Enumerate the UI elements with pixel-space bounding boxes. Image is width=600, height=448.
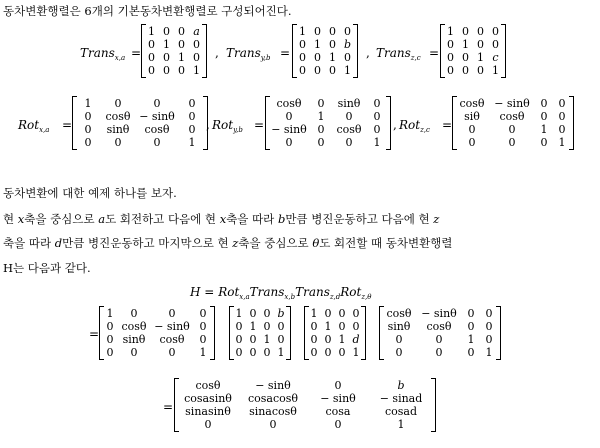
matrix-cell: 0 (310, 333, 318, 346)
matrix-cell: 0 (163, 64, 170, 77)
matrix-cell: 1 (249, 320, 257, 333)
matrix-cell: cosθ (105, 110, 131, 123)
matrix-cell: 0 (558, 97, 566, 110)
matrix-cell: 0 (106, 346, 114, 359)
example-heading: 동차변환에 대한 예제 하나를 보자. (3, 186, 177, 200)
matrix-cell: 1 (317, 110, 325, 123)
matrix-cell: 0 (193, 51, 200, 64)
matrix-cell: 1 (277, 346, 285, 359)
matrix-cell: 0 (338, 346, 346, 359)
equals-sign: = (429, 46, 440, 60)
h-rot-x-matrix (99, 306, 215, 360)
matrix-cell: 0 (467, 307, 475, 320)
matrix-cell: 0 (163, 51, 170, 64)
matrix-cell: 1 (352, 346, 360, 359)
matrix-cell: 0 (540, 97, 548, 110)
matrix-cell: d (352, 333, 360, 346)
rot-z-matrix (452, 96, 574, 150)
matrix-cell: 0 (477, 64, 484, 77)
matrix-cell: 0 (334, 379, 342, 392)
matrix-cell: 1 (338, 333, 346, 346)
matrix-cell: − sinθ (421, 307, 457, 320)
matrix-cell: 1 (485, 346, 493, 359)
matrix-cell: sinacosθ (249, 405, 297, 418)
paragraph-line-3: H는 다음과 같다. (3, 261, 91, 275)
matrix-cell: 0 (540, 136, 548, 149)
rot-z-label: Rot$_{z,c}$ (399, 118, 430, 134)
matrix-cell: 0 (492, 25, 499, 38)
matrix-cell: 1 (193, 64, 200, 77)
matrix-cell: 0 (299, 64, 306, 77)
matrix-cell: 0 (447, 38, 454, 51)
matrix-cell: 0 (447, 51, 454, 64)
matrix-cell: 1 (299, 25, 306, 38)
comma: , (366, 46, 370, 60)
matrix-cell: 0 (249, 333, 257, 346)
matrix-cell: 0 (204, 418, 212, 431)
matrix-cell: siθ (464, 110, 480, 123)
matrix-cell: 0 (314, 51, 321, 64)
matrix-cell: 1 (344, 64, 351, 77)
matrix-cell: 0 (106, 333, 114, 346)
matrix-cell: 0 (435, 346, 443, 359)
rot-y-label: Rot$_{y,b}$ (212, 118, 243, 134)
matrix-cell: 0 (168, 307, 176, 320)
matrix-cell: 0 (477, 25, 484, 38)
matrix-cell: 1 (178, 51, 185, 64)
matrix-cell: − sinθ (139, 110, 175, 123)
matrix-cell: 1 (467, 333, 475, 346)
matrix-cell: 0 (467, 346, 475, 359)
matrix-cell: 0 (395, 346, 403, 359)
matrix-cell: 0 (485, 320, 493, 333)
matrix-cell: − sinθ (271, 123, 307, 136)
matrix-cell: 0 (263, 346, 271, 359)
matrix-cell: 0 (329, 25, 336, 38)
matrix-cell: 1 (540, 123, 548, 136)
matrix-cell: 0 (540, 110, 548, 123)
matrix-cell: cosθ (386, 307, 412, 320)
matrix-cell: 0 (188, 110, 196, 123)
matrix-cell: cosasinθ (184, 392, 232, 405)
matrix-cell: 0 (249, 307, 257, 320)
matrix-cell: 0 (329, 38, 336, 51)
matrix-cell: 0 (373, 110, 381, 123)
matrix-cell: 1 (188, 136, 196, 149)
trans-x-matrix (141, 24, 207, 78)
h-trans-z-matrix (304, 306, 366, 360)
matrix-cell: 0 (193, 38, 200, 51)
matrix-cell: 0 (485, 333, 493, 346)
equals-sign: = (280, 46, 291, 60)
matrix-cell: 0 (263, 320, 271, 333)
trans-x-label: Trans$_{x,a}$ (80, 46, 126, 62)
matrix-cell: 1 (462, 38, 469, 51)
matrix-cell: 0 (338, 307, 346, 320)
matrix-cell: 0 (435, 333, 443, 346)
matrix-cell: 0 (508, 136, 516, 149)
matrix-cell: b (343, 38, 352, 51)
matrix-cell: 0 (344, 51, 351, 64)
matrix-cell: − sinad (379, 392, 423, 405)
matrix-cell: 0 (373, 97, 381, 110)
matrix-cell: − sinθ (320, 392, 356, 405)
matrix-cell: 0 (199, 333, 207, 346)
equals-sign: = (163, 400, 174, 414)
comma: , (215, 46, 219, 60)
trans-z-matrix (440, 24, 506, 78)
matrix-cell: 0 (188, 123, 196, 136)
matrix-cell: cosacosθ (247, 392, 299, 405)
matrix-cell: − sinθ (255, 379, 291, 392)
matrix-cell: 0 (508, 123, 516, 136)
matrix-cell: 0 (114, 97, 122, 110)
comma: , (206, 118, 210, 132)
matrix-cell: 0 (344, 25, 351, 38)
matrix-cell: 0 (317, 97, 325, 110)
matrix-cell: 0 (324, 333, 332, 346)
paragraph-line-1: 현 x축을 중심으로 a도 회전하고 다음에 현 x축을 따라 b만큼 병진운동하고 다음에 현 z (3, 212, 440, 226)
matrix-cell: 0 (558, 110, 566, 123)
matrix-cell: 0 (235, 333, 243, 346)
h-result-matrix (174, 378, 436, 432)
matrix-cell: 0 (277, 333, 285, 346)
matrix-cell: 1 (106, 307, 114, 320)
matrix-cell: cosθ (195, 379, 221, 392)
matrix-cell: 1 (235, 307, 243, 320)
matrix-cell: 0 (114, 136, 122, 149)
matrix-cell: 1 (84, 97, 92, 110)
matrix-cell: 1 (148, 25, 155, 38)
matrix-cell: 0 (299, 38, 306, 51)
matrix-cell: 0 (338, 320, 346, 333)
matrix-cell: sinθ (106, 123, 130, 136)
matrix-cell: 0 (299, 51, 306, 64)
matrix-cell: cosθ (336, 123, 362, 136)
matrix-cell: 0 (324, 307, 332, 320)
h-rot-z-matrix (379, 306, 501, 360)
matrix-cell: 0 (329, 64, 336, 77)
matrix-cell: 0 (314, 25, 321, 38)
matrix-cell: cosθ (276, 97, 302, 110)
matrix-cell: b (397, 379, 405, 392)
matrix-cell: 0 (334, 418, 342, 431)
trans-y-matrix (292, 24, 358, 78)
matrix-cell: cosad (384, 405, 418, 418)
matrix-cell: 1 (492, 64, 499, 77)
matrix-cell: 1 (263, 333, 271, 346)
matrix-cell: 0 (199, 307, 207, 320)
matrix-cell: 1 (558, 136, 566, 149)
matrix-cell: 0 (317, 136, 325, 149)
matrix-cell: 0 (163, 25, 170, 38)
matrix-cell: 1 (447, 25, 454, 38)
trans-y-label: Trans$_{y,b}$ (226, 46, 271, 62)
matrix-cell: 0 (235, 346, 243, 359)
matrix-cell: 1 (397, 418, 405, 431)
comma: , (393, 118, 397, 132)
matrix-cell: 0 (188, 97, 196, 110)
matrix-cell: 0 (468, 136, 476, 149)
matrix-cell: 0 (148, 51, 155, 64)
matrix-cell: 0 (130, 346, 138, 359)
matrix-cell: 0 (462, 64, 469, 77)
matrix-cell: sinθ (337, 97, 361, 110)
equals-sign: = (254, 118, 265, 132)
equals-sign: = (62, 118, 73, 132)
matrix-cell: 0 (148, 64, 155, 77)
matrix-cell: 0 (462, 25, 469, 38)
h-trans-x-matrix (229, 306, 291, 360)
matrix-cell: 0 (352, 320, 360, 333)
matrix-cell: 0 (277, 320, 285, 333)
matrix-cell: 1 (324, 320, 332, 333)
matrix-cell: 0 (199, 320, 207, 333)
matrix-cell: cosθ (459, 97, 485, 110)
matrix-cell: 1 (199, 346, 207, 359)
matrix-cell: cosθ (121, 320, 147, 333)
matrix-cell: 1 (477, 51, 484, 64)
matrix-cell: 0 (485, 307, 493, 320)
matrix-cell: 0 (130, 307, 138, 320)
matrix-cell: 0 (263, 307, 271, 320)
matrix-cell: 1 (373, 136, 381, 149)
matrix-cell: 0 (317, 123, 325, 136)
matrix-cell: a (193, 25, 200, 38)
matrix-cell: 0 (310, 346, 318, 359)
matrix-cell: 0 (462, 51, 469, 64)
paragraph-line-2: 축을 따라 d만큼 병진운동하고 마지막으로 현 z축을 중심으로 θ도 회전할 때 동차변환행렬 (3, 236, 453, 250)
matrix-cell: 0 (373, 123, 381, 136)
matrix-cell: 0 (285, 136, 293, 149)
matrix-cell: 0 (84, 123, 92, 136)
matrix-cell: sinasinθ (185, 405, 231, 418)
matrix-cell: 0 (558, 123, 566, 136)
equals-sign: = (131, 46, 142, 60)
matrix-cell: 0 (314, 64, 321, 77)
matrix-cell: 0 (492, 38, 499, 51)
matrix-cell: cosθ (159, 333, 185, 346)
matrix-cell: 0 (310, 320, 318, 333)
matrix-cell: 0 (153, 136, 161, 149)
matrix-cell: cosθ (144, 123, 170, 136)
matrix-cell: 0 (285, 110, 293, 123)
matrix-cell: 1 (329, 51, 336, 64)
matrix-cell: − sinθ (494, 97, 530, 110)
matrix-cell: sinθ (122, 333, 146, 346)
matrix-cell: cosa (325, 405, 351, 418)
matrix-cell: 0 (168, 346, 176, 359)
matrix-cell: 0 (178, 38, 185, 51)
equals-sign: = (89, 327, 100, 341)
matrix-cell: 1 (163, 38, 170, 51)
matrix-cell: 0 (447, 64, 454, 77)
matrix-cell: 0 (345, 136, 353, 149)
equals-sign: = (442, 118, 453, 132)
matrix-cell: 0 (84, 110, 92, 123)
matrix-cell: 0 (153, 97, 161, 110)
matrix-cell: sinθ (387, 320, 411, 333)
matrix-cell: − sinθ (154, 320, 190, 333)
matrix-cell: 1 (314, 38, 321, 51)
matrix-cell: b (277, 307, 285, 320)
matrix-cell: 0 (345, 110, 353, 123)
matrix-cell: 0 (467, 320, 475, 333)
matrix-cell: 0 (324, 346, 332, 359)
matrix-cell: 0 (178, 64, 185, 77)
matrix-cell: 0 (249, 346, 257, 359)
matrix-cell: 0 (395, 333, 403, 346)
matrix-cell: 0 (106, 320, 114, 333)
matrix-cell: 0 (178, 25, 185, 38)
trans-z-label: Trans$_{z,c}$ (376, 46, 421, 62)
matrix-cell: c (492, 51, 499, 64)
matrix-cell: 0 (235, 320, 243, 333)
h-equation: H = Rot$_{x,a}$Trans$_{x,b}$Trans$_{z,d}$Rot$_{z,\theta}$ (190, 285, 372, 301)
matrix-cell: 0 (269, 418, 277, 431)
matrix-cell: 0 (352, 307, 360, 320)
matrix-cell: 0 (84, 136, 92, 149)
matrix-cell: cosθ (499, 110, 525, 123)
rot-x-label: Rot$_{x,a}$ (18, 118, 50, 134)
matrix-cell: 0 (468, 123, 476, 136)
matrix-cell: 0 (477, 38, 484, 51)
matrix-cell: 1 (310, 307, 318, 320)
matrix-cell: cosθ (426, 320, 452, 333)
matrix-cell: 0 (148, 38, 155, 51)
intro-text: 동차변환행렬은 6개의 기본동차변환행렬로 구성되어진다. (3, 4, 292, 18)
rot-x-matrix (72, 96, 208, 150)
rot-y-matrix (265, 96, 391, 150)
